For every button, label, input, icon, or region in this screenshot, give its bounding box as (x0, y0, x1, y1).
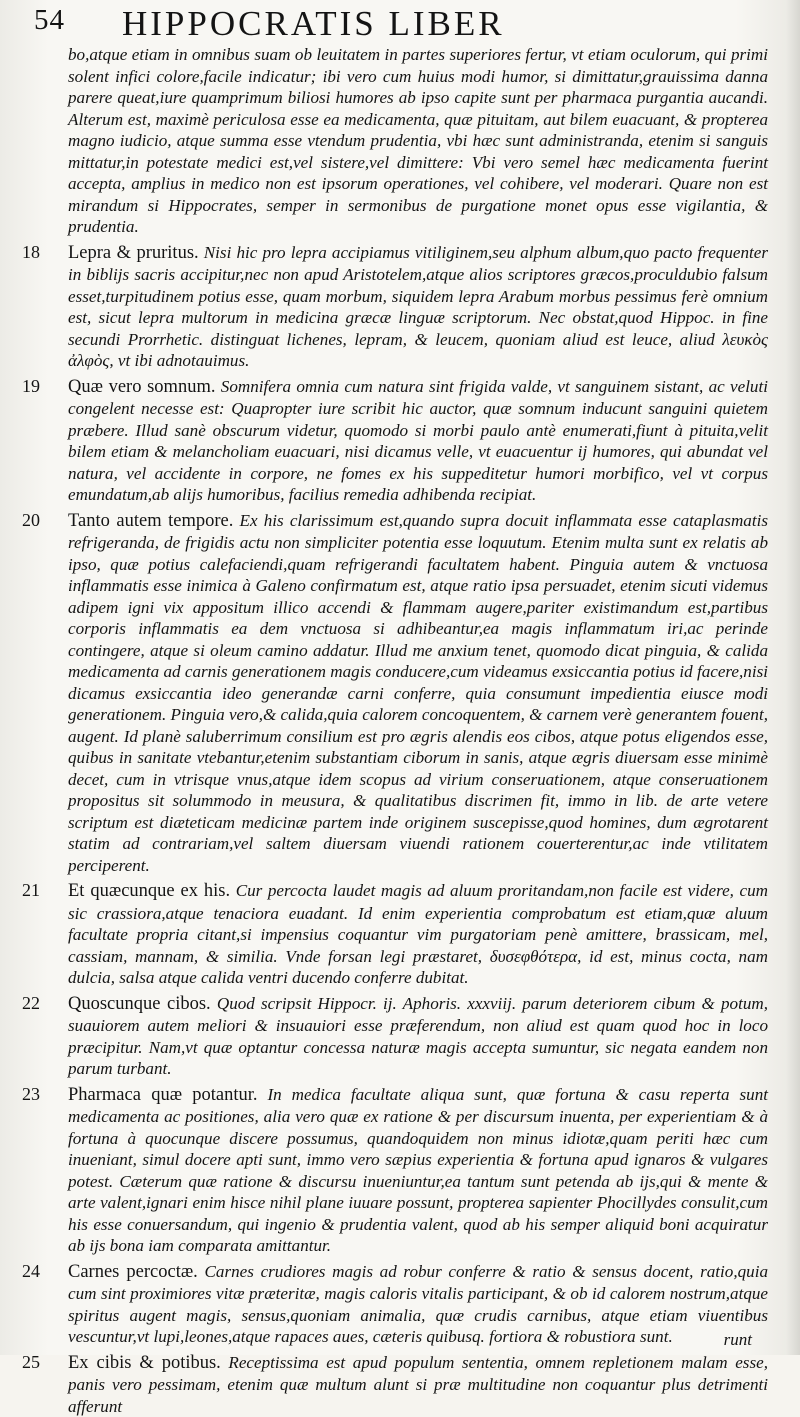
section-text: Quod scripsit Hippocr. ij. Aphoris. xxxviij. parum deteriorem cibum & potum, suauiorem autem meliori & insuauiori esse præferendum, non aliud est quam quod hoc in loco præcipitur. Nam,vt quæ optantur concessa naturæ magis accepta sumuntur, sic negata eandem non parum turbant. (68, 994, 768, 1079)
section-lemma: Et quæcunque ex his. (68, 881, 230, 901)
section-text: Somnifera omnia cum natura sint frigida valde, vt sanguinem sistant, ac veluti congelent necesse est: Quapropter iure scribit hic auctor, quæ somnum inducunt sanguini quietem præbere. Illud sanè obscurum videtur, quomodo si morbi paulo antè enumerati,fiunt à pituita,velit bilem etiam & melancholiam euacuari, nisi dicamus velle, vt euacuentur ij humores, qui abundat vel natura, vel accidente in corpore, ne fomes ex his suppeditetur humori morbifico, vel vt corpus emundatum,ab alijs humoribus, facilius remedia adhibenda recipiat. (68, 377, 768, 505)
section-number: 20 (22, 510, 40, 532)
section-lemma: Quæ vero somnum. (68, 377, 215, 397)
commentary-section-18 (68, 242, 768, 372)
commentary-section-21 (68, 880, 768, 989)
section-number: 18 (22, 242, 40, 264)
section-lemma: Pharmaca quæ potantur. (68, 1085, 258, 1105)
commentary-section-22 (68, 993, 768, 1080)
page-number: 54 (34, 4, 65, 37)
commentary-section-23 (68, 1084, 768, 1257)
commentary-section-25 (68, 1352, 768, 1417)
page-edge-shadow (786, 0, 800, 1355)
section-lemma: Carnes percoctæ. (68, 1262, 198, 1282)
section-lemma: Lepra & pruritus. (68, 243, 199, 263)
section-lemma: Ex cibis & potibus. (68, 1353, 221, 1373)
section-text: Cur percocta laudet magis ad aluum proritandam,non facile est videre, cum sic crassiora,atque tenaciora euadant. Id enim experientia comprobatum est etiam,quæ aluum facultate propria citant,si impensius coquantur vim purgatoriam penè amittere, brassicam, mel, cassiam, mannam, & similia. Vnde forsan legi præstaret, δυσεφθότερα, id est, minus cocta, nam dulcia, salsa atque calida ventri ducendo conferre dubitat. (68, 881, 768, 987)
section-text: Nisi hic pro lepra accipiamus vitiliginem,seu alphum album,quo pacto frequenter in biblijs sacris accipitur,nec non apud Aristotelem,atque alios scriptores græcos,proculdubio falsum esset,turpitudinem potius esse, quam morbum, siquidem lepra Arabum morbus pessimus ferè omnium est, sicut lepra multorum in medicina græcæ linguæ scriptorum. Nec obstat,quod Hippoc. in fine secundi Prorrhetic. distinguat lichenes, lepram, & leucem, quoniam aliud est leuce, aliud λευκὸς ἀλφὸς, vt ibi adnotauimus. (68, 243, 768, 371)
page-header (34, 4, 760, 44)
section-lemma: Tanto autem tempore. (68, 511, 233, 531)
running-title: HIPPOCRATIS LIBER (122, 4, 505, 44)
catchword: runt (724, 1330, 752, 1350)
section-text: Receptissima est apud populum sententia, omnem repletionem malam esse, panis vero pessimam, etenim quæ multum alunt si præ multitudine non coquantur plus detrimenti afferunt (68, 1353, 768, 1416)
section-text: Ex his clarissimum est,quando supra docuit inflammata esse cataplasmatis refrigeranda, de frigidis actu non simpliciter potentia esse loquutum. Etenim multa sunt ex relatis ab ipso, quæ potius calefaciendi,quam refrigerandi facultatem habent. Pinguia autem & vnctuosa inflammatis esse inimica à Galeno confirmatum est, atque ratio ipsa persuadet, etenim sicuti videmus adipem igni vix appositum illico accendi & flammam augere,pariter existimandum est,partibus corporis inflammatis ea dem vnctuosa si adhibeantur,ea magis inflammatum iri,ac perinde contingere, atque si oleum camino addatur. Illud me anxium tenet, quomodo dicat pinguia, & calida medicamenta ad carnis generationem magis conducere,cum videamus exsiccantia potius id facere,nisi dicamus exsiccantia ideo generandæ carni conferre, quia consumunt impedientia eiusce modi generationem. Pinguia vero,& calida,quia calorem concoquentem, & carnem verè generantem fouent, augent. Id planè saluberrimum consilium est pro ægris alendis eos cibos, atque potus eligendos esse, quibus in sanitate vtebantur,etenim substantiam ciborum in sanis, atque ægris diuersam esse minimè decet, cum in vtrisque vnus,atque idem scopus ad virium conseruationem, atque conseruationem propositus sit solummodo in meusura, & qualitatibus discrimen fit, immo in lib. de arte vetere scriptum est diæteticam medicinæ partem inde originem suscepisse,quod homines, dum ægrotarent statim ad contrariam,vel saltem diuersam viuendi rationem couerterentur,ac inde vtilitatem perciperent. (68, 511, 768, 875)
section-lemma: Quoscunque cibos. (68, 994, 211, 1014)
intro-paragraph (68, 44, 768, 238)
commentary-section-24 (68, 1261, 768, 1348)
section-text: In medica facultate aliqua sunt, quæ fortuna & casu reperta sunt medicamenta ac positiones, alia vero quæ ex ratione & per discursum inuenta, per experientiam & à fortuna à quocunque discere possumus, quandoquidem non minus idiotæ,quam periti hæc cum inueniant, simul docere apti sunt, immo vero sæpius experientia & fortuna apud ignaros & vulgares potest. Cæterum quæ ratione & discursu inueniuntur,ea tantum sunt petenda ab ijs,qui & mente & arte valent,ignari enim hisce nihil plane iuuare possunt, propterea sapienter Phocillydes consulit,cum his esse conuersandum, qui ingenio & prudentia valent, quod ab his semper aliquid boni acquiratur ab ijs bona iam comparata amittantur. (68, 1085, 768, 1256)
section-number: 23 (22, 1084, 40, 1106)
intro-text: bo,atque etiam in omnibus suam ob leuitatem in partes superiores fertur, vt etiam oculorum, qui primi solent infici colore,facile indicatur; ibi vero cum huius modi humor, si dimittatur,grauissima danna parere queat,iure quamprimum biliosi humores ab ipso capite sunt per pharmaca purgantia aucandi. Alterum est, maximè periculosa esse ea medicamenta, quæ pituitam, aut bilem euacuant, & propterea magno iudicio, atque summa esse vtendum prudentia, vbi hæc sunt administranda, etenim si sanguis mittatur,in potestate medici est,vel sistere,vel dimittere: Vbi vero semel hæc medicamenta fuerint accepta, amplius in medico non est ipsorum operationes, vel cohibere, vel moderari. Quare non est mirandum si Hippocrates, semper in sermonibus de purgatione monet opus esse vigilantia, & prudentia. (68, 45, 768, 236)
commentary-body (68, 44, 768, 1417)
commentary-section-19 (68, 376, 768, 506)
section-number: 24 (22, 1261, 40, 1283)
section-number: 19 (22, 376, 40, 398)
section-text: Carnes crudiores magis ad robur conferre & ratio & sensus docent, ratio,quia cum sint proximiores vitæ præteritæ, magis caloris vitalis participant, & ob id calorem nostrum,atque spiritus augent magis, sensus,quoniam animalia, quæ crudis carnibus, atque etiam viuentibus vescuntur,vt lupi,leones,atque rapaces aues, cæteris quibusq. fortiora & robustiora sunt. (68, 1262, 768, 1347)
commentary-section-20 (68, 510, 768, 877)
section-number: 21 (22, 880, 40, 902)
section-number: 22 (22, 993, 40, 1015)
section-number: 25 (22, 1352, 40, 1374)
